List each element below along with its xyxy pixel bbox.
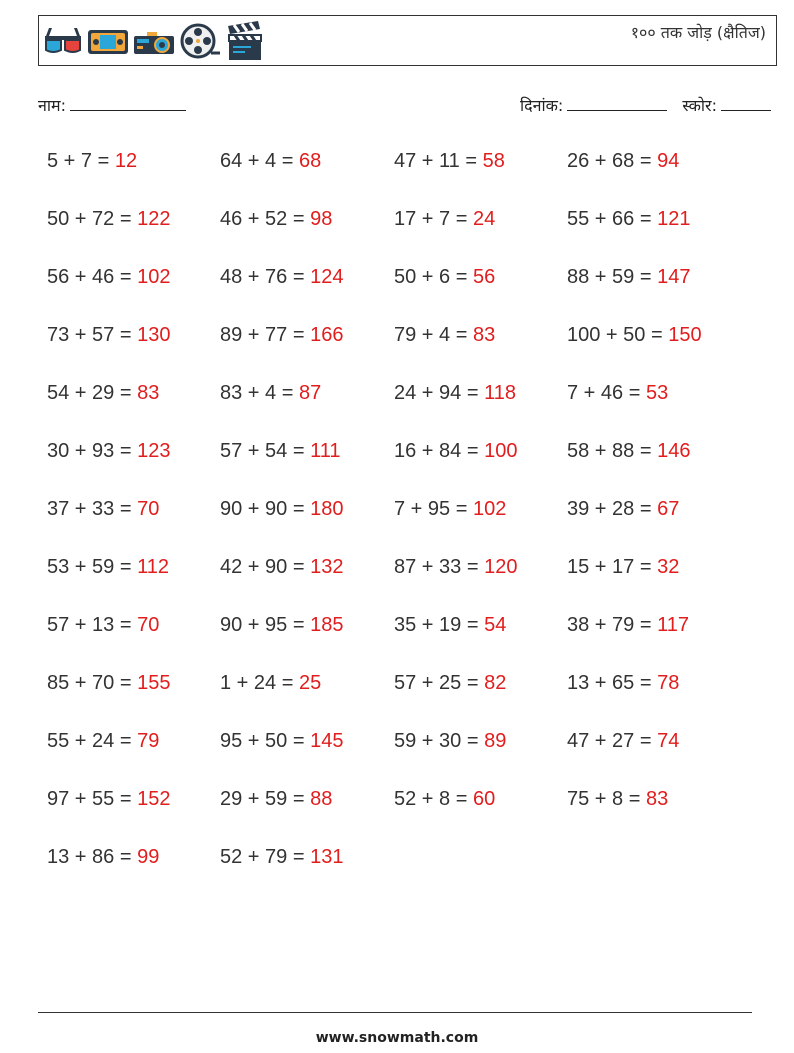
problem-question: 30 + 93 =: [47, 440, 138, 462]
problem-answer: 58: [482, 150, 505, 172]
problem-question: 89 + 77 =: [220, 324, 311, 346]
problem-question: 37 + 33 =: [47, 498, 138, 520]
problem-item: [47, 258, 220, 316]
problem-item: [47, 316, 220, 374]
problem-answer: 121: [657, 208, 691, 230]
problem-item: [567, 490, 747, 548]
footer-divider: [38, 1012, 752, 1013]
problem-item: [394, 258, 567, 316]
problem-answer: 53: [645, 382, 669, 404]
problem-question: 7 + 46 =: [567, 382, 646, 404]
problem-question: 90 + 95 =: [220, 614, 311, 636]
problem-item: [567, 664, 747, 722]
problem-item: [394, 780, 567, 838]
problem-item: [567, 722, 747, 780]
problem-question: 79 + 4 =: [394, 324, 473, 346]
problem-item: [220, 316, 394, 374]
problem-question: 1 + 24 =: [220, 672, 299, 694]
problem-answer: 54: [484, 614, 507, 636]
problem-answer: 123: [137, 440, 171, 462]
problem-question: 57 + 54 =: [220, 440, 311, 462]
problem-item: [220, 664, 394, 722]
problem-answer: 117: [657, 614, 689, 636]
problem-question: 50 + 6 =: [394, 266, 473, 288]
problem-question: 87 + 33 =: [394, 556, 485, 578]
problem-item: [394, 548, 567, 606]
problem-answer: 70: [137, 614, 160, 636]
problem-grid: [47, 142, 747, 896]
problem-question: 16 + 84 =: [394, 440, 485, 462]
problem-answer: 152: [137, 788, 171, 810]
problem-question: 13 + 86 =: [47, 846, 138, 868]
worksheet-title: १०० तक जोड़ (क्षैतिज): [630, 23, 766, 42]
problem-answer: 120: [484, 556, 518, 578]
problem-question: 5 + 7 =: [47, 150, 115, 172]
problem-answer: 124: [310, 266, 344, 288]
date-label: दिनांक:: [519, 96, 564, 115]
problem-question: 75 + 8 =: [567, 788, 646, 810]
problem-question: 47 + 11 =: [394, 150, 483, 172]
problem-item: [394, 490, 567, 548]
problem-answer: 180: [310, 498, 344, 520]
problem-answer: 99: [137, 846, 160, 868]
problem-question: 38 + 79 =: [567, 614, 658, 636]
score-label: स्कोर:: [682, 96, 717, 115]
problem-answer: 89: [484, 730, 507, 752]
problem-item: [220, 490, 394, 548]
problem-item: [220, 374, 394, 432]
problem-answer: 79: [137, 730, 160, 752]
problem-question: 7 + 95 =: [394, 498, 473, 520]
header-icons: [43, 20, 263, 62]
problem-item: [47, 722, 220, 780]
problem-question: 54 + 29 =: [47, 382, 138, 404]
3d-glasses-icon: [43, 24, 83, 58]
problem-item: [567, 316, 747, 374]
problem-item: [567, 432, 747, 490]
problem-answer: 83: [472, 324, 496, 346]
problem-answer: 25: [298, 672, 322, 694]
problem-item: [567, 548, 747, 606]
problem-answer: 32: [657, 556, 680, 578]
problem-question: 53 + 59 =: [47, 556, 138, 578]
problem-question: 59 + 30 =: [394, 730, 485, 752]
problem-question: 100 + 50 =: [567, 324, 669, 346]
problem-item: [220, 142, 394, 200]
name-field: [38, 94, 186, 116]
problem-question: 48 + 76 =: [220, 266, 311, 288]
problem-answer: 118: [484, 382, 516, 404]
problem-item: [220, 258, 394, 316]
problem-answer: 155: [137, 672, 171, 694]
problem-item: [220, 780, 394, 838]
problem-answer: 145: [310, 730, 344, 752]
problem-answer: 131: [310, 846, 344, 868]
date-score-fields: [520, 94, 771, 116]
problem-item: [220, 838, 394, 896]
problem-answer: 60: [472, 788, 496, 810]
problem-item: [567, 780, 747, 838]
score-blank: [721, 96, 771, 111]
problem-item: [567, 200, 747, 258]
problem-question: 83 + 4 =: [220, 382, 299, 404]
worksheet-header: [38, 15, 777, 66]
problem-answer: 83: [645, 788, 669, 810]
problem-answer: 122: [137, 208, 171, 230]
problem-answer: 68: [298, 150, 322, 172]
problem-answer: 111: [310, 440, 341, 462]
problem-item: [47, 838, 220, 896]
problem-item: [394, 142, 567, 200]
problem-answer: 70: [137, 498, 160, 520]
problem-item: [394, 722, 567, 780]
problem-item: [394, 374, 567, 432]
problem-question: 52 + 79 =: [220, 846, 311, 868]
problem-item: [47, 606, 220, 664]
problem-item: [394, 606, 567, 664]
name-label: नाम:: [38, 96, 66, 115]
problem-question: 57 + 25 =: [394, 672, 485, 694]
problem-item: [47, 490, 220, 548]
problem-answer: 102: [472, 498, 507, 520]
problem-question: 73 + 57 =: [47, 324, 138, 346]
video-cassette-icon: [87, 24, 129, 58]
problem-answer: 147: [657, 266, 691, 288]
problem-item: [394, 200, 567, 258]
name-blank: [70, 96, 186, 111]
problem-question: 88 + 59 =: [567, 266, 658, 288]
problem-question: 50 + 72 =: [47, 208, 138, 230]
film-reel-icon: [179, 23, 221, 59]
problem-item: [567, 374, 747, 432]
problem-answer: 56: [472, 266, 496, 288]
problem-question: 24 + 94 =: [394, 382, 485, 404]
problem-question: 42 + 90 =: [220, 556, 311, 578]
problem-question: 39 + 28 =: [567, 498, 658, 520]
problem-item: [394, 432, 567, 490]
problem-answer: 166: [310, 324, 344, 346]
problem-answer: 67: [657, 498, 680, 520]
problem-item: [47, 200, 220, 258]
problem-answer: 146: [657, 440, 691, 462]
problem-item: [220, 200, 394, 258]
problem-item: [47, 664, 220, 722]
problem-item: [220, 722, 394, 780]
problem-question: 55 + 24 =: [47, 730, 138, 752]
problem-item: [220, 548, 394, 606]
problem-item: [220, 432, 394, 490]
problem-answer: 78: [657, 672, 680, 694]
problem-answer: 74: [657, 730, 680, 752]
problem-answer: 24: [472, 208, 496, 230]
problem-answer: 83: [137, 382, 160, 404]
problem-item: [47, 432, 220, 490]
problem-answer: 132: [310, 556, 344, 578]
problem-question: 15 + 17 =: [567, 556, 658, 578]
problem-question: 46 + 52 =: [220, 208, 311, 230]
problem-item: [220, 606, 394, 664]
problem-answer: 12: [114, 150, 138, 172]
problem-answer: 94: [657, 150, 680, 172]
problem-question: 55 + 66 =: [567, 208, 658, 230]
problem-item: [47, 780, 220, 838]
problem-question: 13 + 65 =: [567, 672, 658, 694]
date-blank: [567, 96, 667, 111]
problem-question: 52 + 8 =: [394, 788, 473, 810]
problem-question: 17 + 7 =: [394, 208, 473, 230]
problem-item: [47, 374, 220, 432]
problem-question: 35 + 19 =: [394, 614, 485, 636]
problem-question: 85 + 70 =: [47, 672, 138, 694]
clapperboard-icon: [225, 20, 263, 62]
problem-item: [567, 258, 747, 316]
problem-item: [394, 664, 567, 722]
problem-item: [567, 606, 747, 664]
problem-question: 47 + 27 =: [567, 730, 658, 752]
problem-answer: 112: [137, 556, 169, 578]
problem-question: 64 + 4 =: [220, 150, 299, 172]
problem-question: 97 + 55 =: [47, 788, 138, 810]
problem-answer: 130: [137, 324, 171, 346]
problem-question: 90 + 90 =: [220, 498, 311, 520]
problem-answer: 150: [668, 324, 702, 346]
problem-question: 56 + 46 =: [47, 266, 138, 288]
problem-answer: 185: [310, 614, 344, 636]
problem-item: [47, 142, 220, 200]
problem-answer: 87: [298, 382, 322, 404]
footer-website: www.snowmath.com: [315, 1030, 479, 1046]
problem-item: [567, 142, 747, 200]
problem-answer: 82: [484, 672, 507, 694]
problem-answer: 98: [310, 208, 333, 230]
problem-item: [394, 316, 567, 374]
problem-answer: 102: [137, 266, 171, 288]
problem-question: 58 + 88 =: [567, 440, 658, 462]
problem-answer: 100: [484, 440, 518, 462]
problem-question: 29 + 59 =: [220, 788, 311, 810]
problem-question: 57 + 13 =: [47, 614, 138, 636]
problem-question: 95 + 50 =: [220, 730, 311, 752]
projector-icon: [133, 24, 175, 58]
problem-item: [47, 548, 220, 606]
problem-answer: 88: [310, 788, 333, 810]
problem-question: 26 + 68 =: [567, 150, 658, 172]
